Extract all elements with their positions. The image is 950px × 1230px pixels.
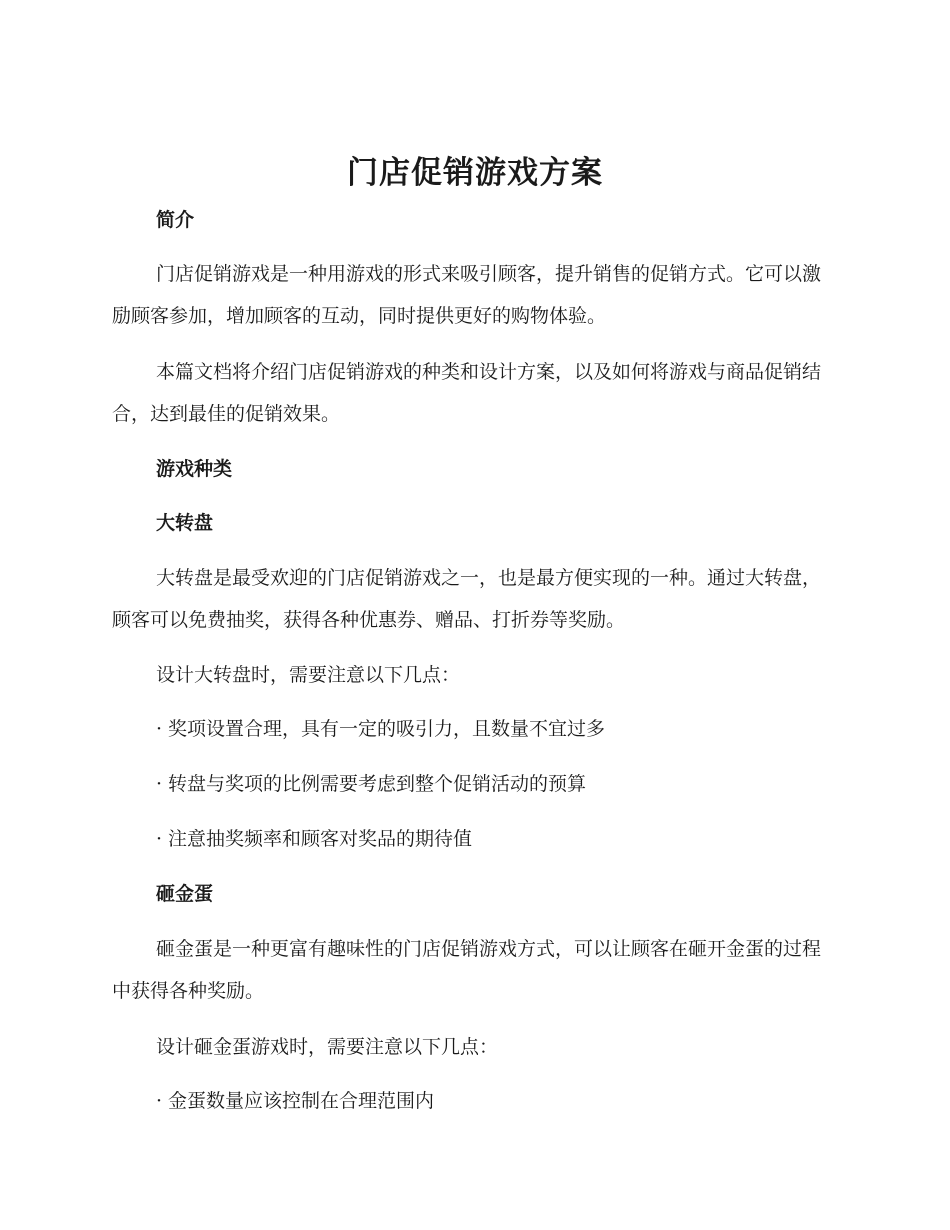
- intro-paragraph-2: 本篇文档将介绍门店促销游戏的种类和设计方案，以及如何将游戏与商品促销结合，达到最佳的促销效果。: [112, 361, 822, 425]
- eggs-bullet-text: 金蛋数量应该控制在合理范围内: [168, 1090, 435, 1112]
- eggs-design-intro: 设计砸金蛋游戏时，需要注意以下几点：: [156, 1036, 499, 1058]
- bullet-dot: ·: [156, 718, 163, 740]
- bullet-dot: ·: [156, 828, 163, 850]
- bullet-dot: ·: [156, 773, 163, 795]
- wheel-bullet-1: [156, 714, 605, 744]
- eggs-bullet-1: [156, 1086, 434, 1116]
- wheel-bullet-3: [156, 824, 472, 854]
- intro-paragraph-1: 门店促销游戏是一种用游戏的形式来吸引顾客，提升销售的促销方式。它可以激励顾客参加，增加顾客的互动，同时提供更好的购物体验。: [112, 263, 822, 327]
- wheel-design-intro: 设计大转盘时，需要注意以下几点：: [156, 664, 461, 686]
- document-title: 门店促销游戏方案: [347, 155, 603, 191]
- wheel-bullet-text: 转盘与奖项的比例需要考虑到整个促销活动的预算: [168, 773, 587, 795]
- wheel-bullet-2: [156, 769, 586, 799]
- wheel-heading: 大转盘: [156, 512, 214, 534]
- wheel-description: 大转盘是最受欢迎的门店促销游戏之一，也是最方便实现的一种。通过大转盘，顾客可以免费抽奖，获得各种优惠券、赠品、打折券等奖励。: [112, 567, 822, 631]
- eggs-description: 砸金蛋是一种更富有趣味性的门店促销游戏方式，可以让顾客在砸开金蛋的过程中获得各种奖励。: [112, 938, 822, 1002]
- bullet-dot: ·: [156, 1090, 163, 1112]
- wheel-bullet-text: 注意抽奖频率和顾客对奖品的期待值: [168, 828, 473, 850]
- intro-heading: 简介: [156, 209, 195, 231]
- wheel-bullet-text: 奖项设置合理，具有一定的吸引力，且数量不宜过多: [168, 718, 606, 740]
- eggs-heading: 砸金蛋: [156, 883, 214, 905]
- game-types-heading: 游戏种类: [156, 458, 233, 480]
